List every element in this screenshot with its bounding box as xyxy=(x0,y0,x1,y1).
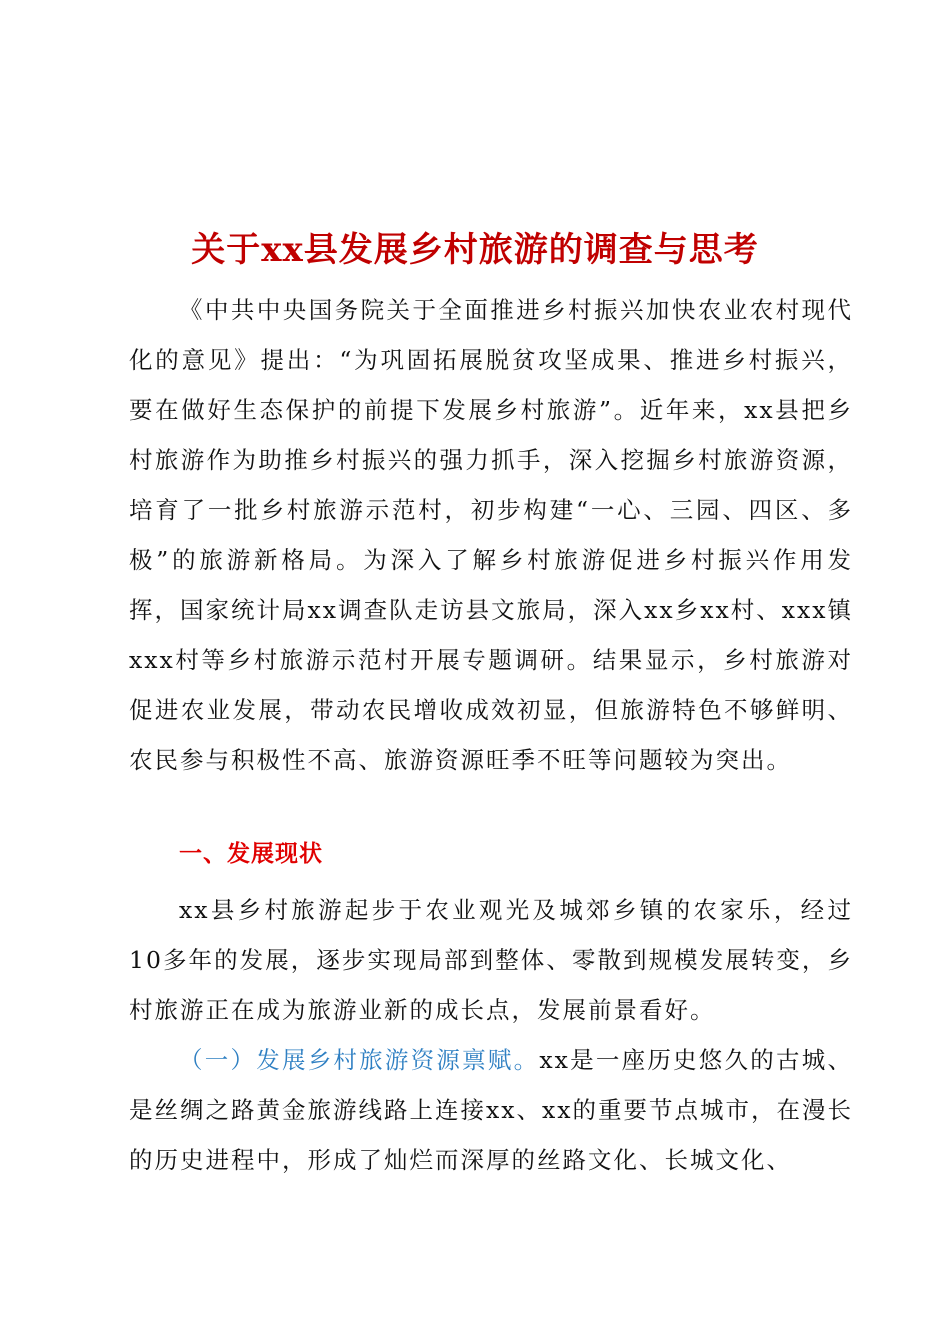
subsection-1-paragraph xyxy=(129,1035,853,1185)
subsection-1-text: xx是一座历史悠久的古城、是丝绸之路黄金旅游线路上连接xx、xx的重要节点城市，在漫长的历史进程中，形成了灿烂而深厚的丝路文化、长城文化、 xyxy=(129,1046,854,1174)
section-1-paragraph: xx县乡村旅游起步于农业观光及城郊乡镇的农家乐，经过10多年的发展，逐步实现局部到整体、零散到规模发展转变，乡村旅游正在成为旅游业新的成长点，发展前景看好。 xyxy=(129,896,853,1024)
intro-paragraph: 《中共中央国务院关于全面推进乡村振兴加快农业农村现代化的意见》提出：“为巩固拓展脱贫攻坚成果、推进乡村振兴，要在做好生态保护的前提下发展乡村旅游”。近年来，xx县把乡村旅游作为助推乡村振兴的强力抓手，深入挖掘乡村旅游资源，培育了一批乡村旅游示范村，初步构建“一心、三园、四区、多极”的旅游新格局。为深入了解乡村旅游促进乡村振兴作用发挥，国家统计局xx调查队走访县文旅局，深入xx乡xx村、xxx镇xxx村等乡村旅游示范村开展专题调研。结果显示，乡村旅游对促进农业发展，带动农民增收成效初显，但旅游特色不够鲜明、农民参与积极性不高、旅游资源旺季不旺等问题较为突出。 xyxy=(129,296,853,774)
section-heading-current-status: 一、发展现状 xyxy=(179,841,323,867)
document-title: 关于xx县发展乡村旅游的调查与思考 xyxy=(191,229,759,270)
subsection-1-heading: （一）发展乡村旅游资源禀赋。 xyxy=(179,1046,540,1074)
